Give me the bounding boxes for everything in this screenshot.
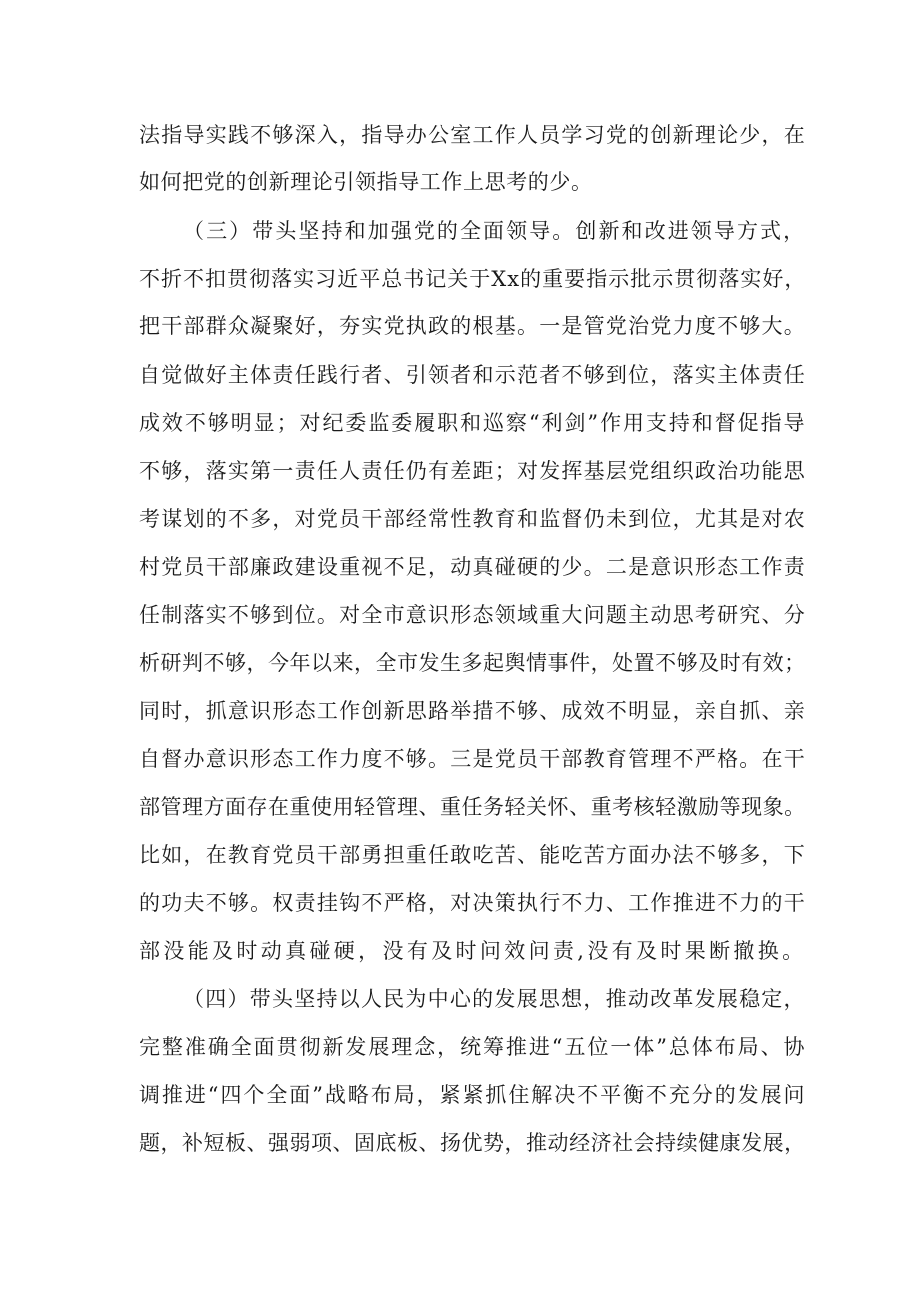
text-line: 自督办意识形态工作力度不够。三是党员干部教育管理不严格。在干	[139, 747, 806, 771]
text-line: 不够，落实第一责任人责任仍有差距；对发挥基层党组织政治功能思	[139, 459, 806, 483]
text-line: 把干部群众凝聚好，夯实党执政的根基。一是管党治党力度不够大。	[139, 314, 806, 338]
text-line: 析研判不够，今年以来，全市发生多起舆情事件，处置不够及时有效；	[139, 651, 806, 675]
text-line: 任制落实不够到位。对全市意识形态领域重大问题主动思考研究、分	[139, 603, 806, 627]
text-line: 同时，抓意识形态工作创新思路举措不够、成效不明显，亲自抓、亲	[139, 699, 806, 723]
text-line: 法指导实践不够深入，指导办公室工作人员学习党的创新理论少，在	[139, 123, 806, 147]
text-line: 不折不扣贯彻落实习近平总书记关于Xx的重要指示批示贯彻落实好，	[139, 267, 807, 291]
text-line: 如何把党的创新理论引领指导工作上思考的少。	[139, 170, 593, 194]
paragraph-four-heading-line: （四）带头坚持以人民为中心的发展思想，推动改革发展稳定，	[183, 987, 806, 1011]
text-line: 调推进“四个全面”战略布局，紧紧抓住解决不平衡不充分的发展问	[139, 1083, 807, 1107]
text-line: 部管理方面存在重使用轻管理、重任务轻关怀、重考核轻激励等现象。	[139, 795, 806, 819]
text-line: 自觉做好主体责任践行者、引领者和示范者不够到位，落实主体责任	[139, 363, 806, 387]
text-line: 题，补短板、强弱项、固底板、扬优势，推动经济社会持续健康发展，	[139, 1131, 806, 1155]
paragraph-three-heading-line: （三）带头坚持和加强党的全面领导。创新和改进领导方式，	[183, 219, 807, 243]
text-line: 完整准确全面贯彻新发展理念，统筹推进“五位一体”总体布局、协	[139, 1035, 807, 1059]
text-line: 部没能及时动真碰硬，没有及时问效问责,没有及时果断撤换。	[139, 939, 807, 963]
text-line: 考谋划的不多，对党员干部经常性教育和监督仍未到位，尤其是对农	[139, 507, 806, 531]
text-line: 的功夫不够。权责挂钩不严格，对决策执行不力、工作推进不力的干	[139, 891, 806, 915]
text-line: 比如，在教育党员干部勇担重任敢吃苦、能吃苦方面办法不够多，下	[139, 843, 806, 867]
text-line: 村党员干部廉政建设重视不足，动真碰硬的少。二是意识形态工作责	[139, 555, 806, 579]
text-line: 成效不够明显；对纪委监委履职和巡察“利剑”作用支持和督促指导	[139, 411, 807, 435]
